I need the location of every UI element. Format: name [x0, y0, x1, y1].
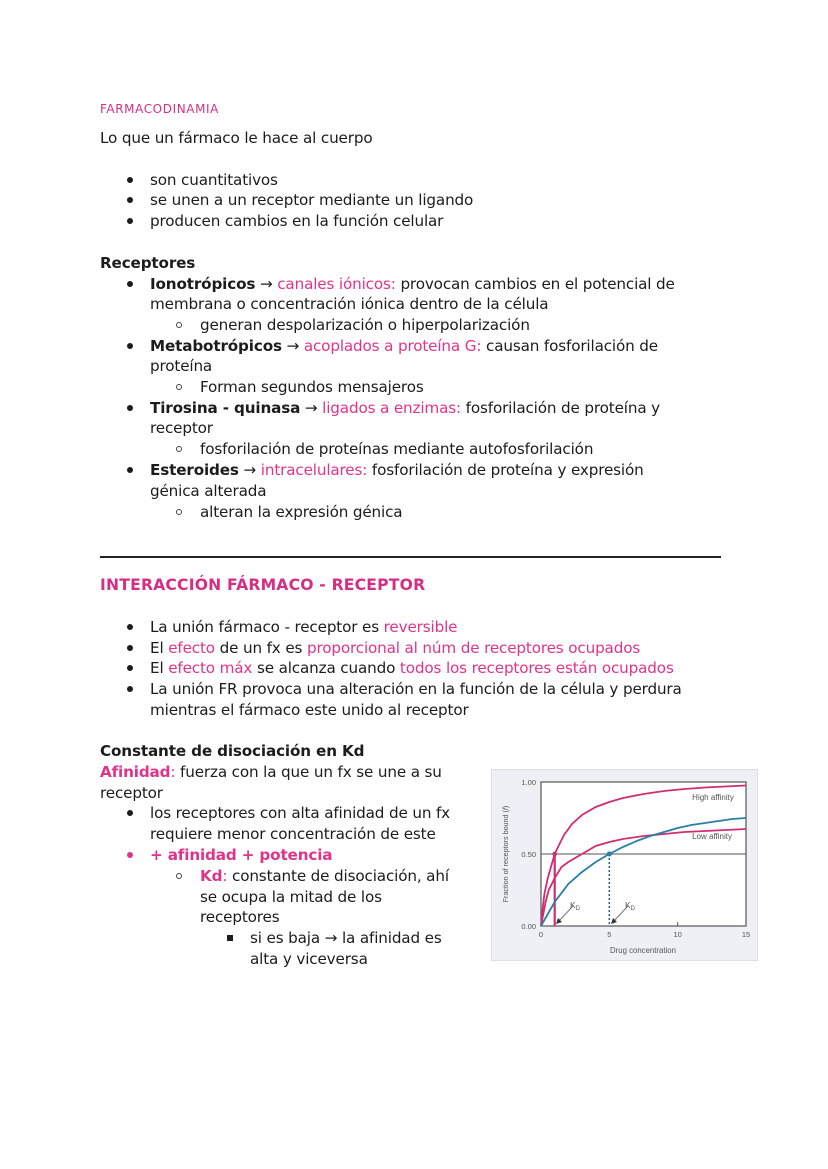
receptor-type: canales iónicos [277, 275, 391, 293]
y-tick: 1.00 [521, 778, 536, 787]
list-item [150, 658, 674, 679]
bullet-icon [127, 665, 133, 671]
circle-bullet-icon [176, 873, 182, 879]
bullet-icon [127, 405, 133, 411]
receptor-name: Tirosina - quinasa [150, 399, 301, 417]
text: fuerza con la que un fx se une a su [175, 763, 442, 781]
receptor-name: Ionotrópicos [150, 275, 256, 293]
circle-bullet-icon [176, 322, 182, 328]
x-tick: 15 [741, 930, 751, 939]
list-item [150, 617, 457, 638]
receptor-name: Esteroides [150, 461, 239, 479]
x-tick: 5 [607, 930, 612, 939]
receptor-desc: fosforilación de proteína y [460, 399, 661, 417]
colon: : [390, 275, 396, 293]
circle-bullet-icon [176, 384, 182, 390]
kd-label-high: $K_D$ [570, 900, 581, 912]
receptor-desc-cont: proteína [150, 357, 213, 375]
receptor-desc: causan fosforilación de [481, 337, 658, 355]
list-item-cont: mientras el fármaco este unido al receptor [150, 701, 469, 719]
afinidad-label: Afinidad [100, 763, 171, 781]
binding-curve-chart [491, 769, 758, 961]
receptor-name: Metabotrópicos [150, 337, 282, 355]
receptor-item-metabotropicos [150, 336, 658, 357]
kd-label-low: $K_D$ [625, 900, 636, 912]
highlight: efecto [168, 639, 215, 657]
list-item: La unión FR provoca una alteración en la función de la célula y perdura [150, 680, 682, 698]
bullet-icon [127, 467, 133, 473]
colon: : [476, 337, 482, 355]
receptor-item-esteroides [150, 460, 644, 481]
arrow-icon: → [286, 337, 300, 355]
text: constante de disociación, ahí [227, 867, 449, 885]
kd-definition [200, 866, 449, 887]
section-title-farmacodinamia: farmacodinamia [100, 98, 219, 118]
receptor-item-tirosina-quinasa [150, 398, 660, 419]
afinidad-definition [100, 762, 442, 783]
list-item-afinidad-potencia: + afinidad + potencia [150, 846, 333, 864]
sub-list-item: Forman segundos mensajeros [200, 378, 424, 396]
kd-definition-cont: se ocupa la mitad de los [200, 888, 382, 906]
sub-sub-list-item: si es baja → la afinidad es [250, 929, 442, 947]
list-item: producen cambios en la función celular [150, 212, 444, 230]
text: se alcanza cuando [252, 659, 400, 677]
low-affinity-kd-point [607, 852, 612, 857]
receptor-item-ionotropicos [150, 274, 675, 295]
legend-high-affinity: High affinity [692, 793, 734, 802]
text: El [150, 659, 169, 677]
x-tick: 0 [538, 930, 544, 939]
circle-bullet-icon [176, 446, 182, 452]
colon: : [222, 867, 228, 885]
receptor-desc-cont: membrana o concentración iónica dentro de la célula [150, 295, 549, 313]
receptor-desc-cont: génica alterada [150, 482, 267, 500]
bullet-icon [127, 852, 133, 858]
receptor-desc: fosforilación de proteína y expresión [367, 461, 644, 479]
kd-definition-cont: receptores [200, 908, 280, 926]
list-item-cont: requiere menor concentración de este [150, 825, 436, 843]
highlight: todos los receptores están ocupados [399, 659, 674, 677]
sub-list-item: generan despolarización o hiperpolarización [200, 316, 530, 334]
high-affinity-kd-point [552, 852, 557, 857]
bullet-icon [127, 177, 133, 183]
chart-svg [492, 770, 759, 962]
horizontal-divider [100, 556, 721, 558]
y-tick: 0.00 [521, 922, 536, 931]
arrow-icon: → [304, 399, 318, 417]
bullet-icon [127, 218, 133, 224]
section-title-interaccion: INTERACCIÓN FÁRMACO - RECEPTOR [100, 576, 426, 594]
receptor-desc-cont: receptor [150, 419, 213, 437]
list-item [150, 638, 640, 659]
bullet-icon [127, 197, 133, 203]
colon: : [170, 763, 176, 781]
text: La unión fármaco - receptor es [150, 618, 384, 636]
afinidad-definition-cont: receptor [100, 784, 163, 802]
sub-sub-list-item-cont: alta y viceversa [250, 950, 368, 968]
text: de un fx es [214, 639, 307, 657]
receptores-heading: Receptores [100, 254, 196, 272]
receptor-type: ligados a enzimas: [322, 399, 461, 417]
bullet-icon [127, 686, 133, 692]
text: El [150, 639, 169, 657]
y-tick: 0.50 [521, 850, 536, 859]
square-bullet-icon [227, 935, 233, 941]
highlight: reversible [383, 618, 458, 636]
bullet-icon [127, 281, 133, 287]
kd-heading: Constante de disociación en Kd [100, 742, 365, 760]
list-item: se unen a un receptor mediante un ligando [150, 191, 474, 209]
x-tick: 10 [673, 930, 682, 939]
bullet-icon [127, 343, 133, 349]
subtitle: Lo que un fármaco le hace al cuerpo [100, 129, 373, 147]
receptor-desc: provocan cambios en el potencial de [395, 275, 675, 293]
arrow-icon: → [259, 275, 273, 293]
highlight: efecto máx [168, 659, 253, 677]
sub-list-item: fosforilación de proteínas mediante autofosforilación [200, 440, 594, 458]
y-axis-label: Fraction of receptors bound (f) [501, 805, 510, 903]
colon: : [362, 461, 368, 479]
bullet-icon [127, 645, 133, 651]
list-item: son cuantitativos [150, 171, 278, 189]
receptor-type: intracelulares [260, 461, 363, 479]
x-axis-label: Drug concentration [610, 946, 676, 955]
circle-bullet-icon [176, 509, 182, 515]
list-item: los receptores con alta afinidad de un fx [150, 804, 451, 822]
receptor-type: acoplados a proteína G [303, 337, 477, 355]
legend-low-affinity: Low affinity [692, 832, 732, 841]
bullet-icon [127, 624, 133, 630]
kd-label: Kd [200, 867, 223, 885]
bullet-icon [127, 810, 133, 816]
sub-list-item: alteran la expresión génica [200, 503, 403, 521]
arrow-icon: → [243, 461, 257, 479]
highlight: proporcional al núm de receptores ocupados [306, 639, 641, 657]
